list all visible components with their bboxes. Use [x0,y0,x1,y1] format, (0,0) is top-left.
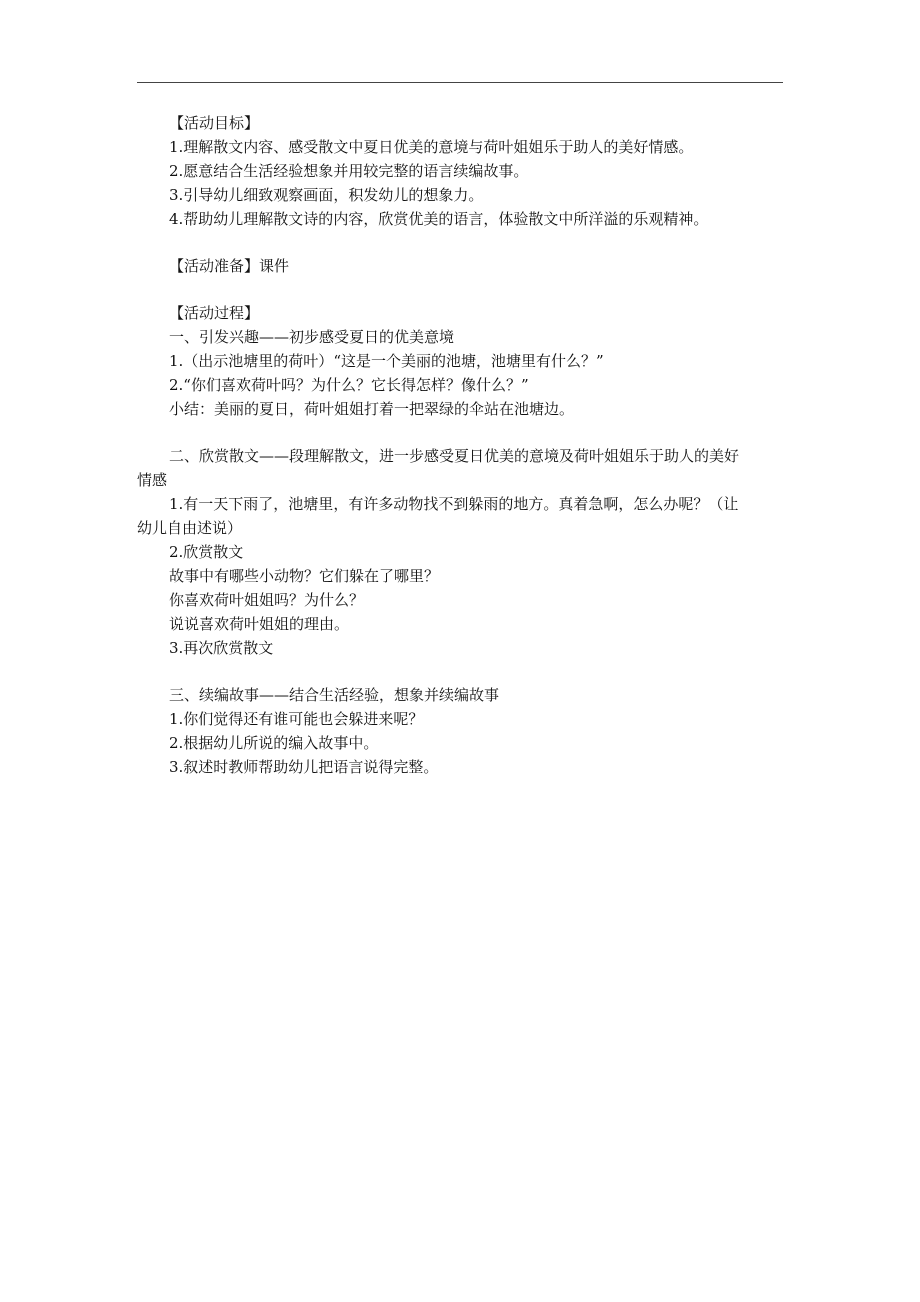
part1-item: 2.“你们喜欢荷叶吗？为什么？它长得怎样？像什么？” [169,376,529,394]
spacer [169,278,785,301]
goal-item: 4.帮助幼儿理解散文诗的内容，欣赏优美的语言，体验散文中所洋溢的乐观精神。 [169,210,709,228]
part1-summary: 小结：美丽的夏日，荷叶姐姐打着一把翠绿的伞站在池塘边。 [169,400,575,418]
part2-item-continued: 幼儿自由述说） [137,519,243,537]
goal-item: 2.愿意结合生活经验想象并用较完整的语言续编故事。 [169,162,529,180]
part3-title: 三、续编故事——结合生活经验，想象并续编故事 [169,686,500,704]
part2-question: 故事中有哪些小动物？它们躲在了哪里？ [169,567,440,585]
part2-question: 你喜欢荷叶姐姐吗？为什么？ [169,591,365,609]
process-heading: 【活动过程】 [169,304,260,322]
part2-item: 3.再次欣赏散文 [169,639,274,657]
spacer [169,660,785,683]
part3-item: 3.叙述时教师帮助幼儿把语言说得完整。 [169,758,439,776]
header-rule [137,82,783,83]
part2-question: 说说喜欢荷叶姐姐的理由。 [169,615,350,633]
part2-item: 2.欣赏散文 [169,543,244,561]
document-body [137,111,785,779]
part2-title: 二、欣赏散文——段理解散文，进一步感受夏日优美的意境及荷叶姐姐乐于助人的美好 [169,447,740,465]
spacer [169,421,785,444]
part3-item: 1.你们觉得还有谁可能也会躲进来呢？ [169,710,424,728]
goals-section [169,111,785,231]
part2-title-continued: 情感 [137,471,168,489]
process-section [137,301,785,779]
part1-item: 1.（出示池塘里的荷叶）“这是一个美丽的池塘，池塘里有什么？” [169,352,604,370]
goal-item: 1.理解散文内容、感受散文中夏日优美的意境与荷叶姐姐乐于助人的美好情感。 [169,138,694,156]
part1-title: 一、引发兴趣——初步感受夏日的优美意境 [169,328,455,346]
part3-item: 2.根据幼儿所说的编入故事中。 [169,734,379,752]
preparation-heading: 【活动准备】课件 [169,257,290,275]
goals-heading: 【活动目标】 [169,114,260,132]
part2-item: 1.有一天下雨了，池塘里，有许多动物找不到躲雨的地方。真着急啊，怎么办呢？（让 [169,495,739,513]
spacer [169,231,785,254]
goal-item: 3.引导幼儿细致观察画面，积发幼儿的想象力。 [169,186,484,204]
